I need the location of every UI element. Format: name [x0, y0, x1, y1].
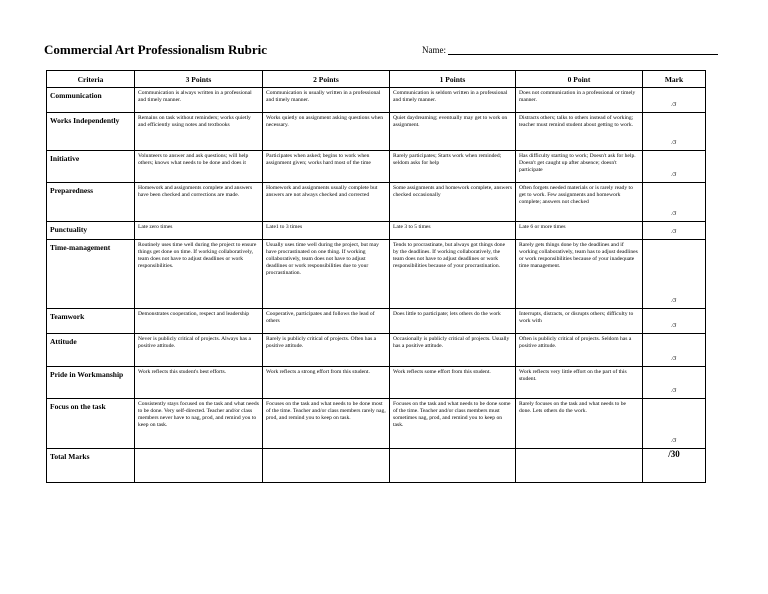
cell-3-points: Volunteers to answer and ask questions; will help others; knows what needs to be done and does it: [135, 151, 263, 183]
header-row: [47, 71, 706, 88]
criteria-cell: Works Independently: [47, 113, 135, 151]
cell-2-points: Focuses on the task and what needs to be done most of the time. Teacher and/or class members rarely nag, prod, and remind you to keep on task.: [263, 399, 390, 449]
criteria-cell: Initiative: [47, 151, 135, 183]
total-empty-cell: [135, 449, 263, 483]
header-3-points: 3 Points: [135, 71, 263, 88]
cell-3-points: Demonstrates cooperation, respect and leadership: [135, 309, 263, 334]
cell-2-points: Works quietly on assignment asking questions when necessary.: [263, 113, 390, 151]
criteria-cell: Punctuality: [47, 222, 135, 240]
cell-0-point: Distracts others; talks to others instead of working; teacher must remind student about getting to work.: [516, 113, 643, 151]
table-row: [47, 183, 706, 222]
cell-1-points: Occasionally is publicly critical of projects. Usually has a positive attitude.: [390, 334, 516, 367]
total-row: [47, 449, 706, 483]
rubric-title: Commercial Art Professionalism Rubric: [44, 42, 268, 57]
cell-0-point: Does not communication in a professional or timely manner.: [516, 88, 643, 113]
mark-cell[interactable]: /3: [643, 151, 706, 183]
table-row: [47, 222, 706, 240]
name-field-wrapper: [422, 44, 718, 55]
cell-0-point: Often is publicly critical of projects. Seldom has a positive attitude.: [516, 334, 643, 367]
cell-1-points: Rarely participates; Starts work when reminded; seldom asks for help: [390, 151, 516, 183]
table-row: [47, 240, 706, 309]
table-row: [47, 367, 706, 399]
table-row: [47, 113, 706, 151]
total-label: Total Marks: [47, 449, 135, 483]
cell-0-point: Often forgets needed materials or is rarely ready to get to work. Few assignments and homework complete; answers not checked: [516, 183, 643, 222]
mark-cell[interactable]: /3: [643, 367, 706, 399]
table-row: [47, 309, 706, 334]
cell-0-point: Late 6 or more times: [516, 222, 643, 240]
mark-cell[interactable]: /3: [643, 183, 706, 222]
cell-1-points: Some assignments and homework complete, answers checked occasionally: [390, 183, 516, 222]
criteria-cell: Preparedness: [47, 183, 135, 222]
cell-1-points: Focuses on the task and what needs to be done some of the time. Teacher and/or class members must sometimes nag, prod, and remind you to keep on task.: [390, 399, 516, 449]
criteria-cell: Teamwork: [47, 309, 135, 334]
criteria-cell: Communication: [47, 88, 135, 113]
cell-2-points: Rarely is publicly critical of projects. Often has a positive attitude.: [263, 334, 390, 367]
mark-cell[interactable]: /3: [643, 309, 706, 334]
name-label: Name:: [422, 45, 446, 55]
cell-0-point: Rarely gets things done by the deadlines and if working collaboratively, team has to adjust deadlines or work responsibilities because of your inadequate time management.: [516, 240, 643, 309]
cell-3-points: Consistently stays focused on the task and what needs to be done. Very self-directed. Teacher and/or class members never have to nag, prod, and remind you to keep on task.: [135, 399, 263, 449]
table-row: [47, 399, 706, 449]
mark-cell[interactable]: /3: [643, 240, 706, 309]
cell-3-points: Communication is always written in a professional and timely manner.: [135, 88, 263, 113]
header-criteria: Criteria: [47, 71, 135, 88]
cell-3-points: Routinely uses time well during the project to ensure things get done on time. If working collaboratively, team does not have to adjust deadlines or work responsibilities.: [135, 240, 263, 309]
criteria-cell: Time-management: [47, 240, 135, 309]
criteria-cell: Pride in Workmanship: [47, 367, 135, 399]
cell-1-points: Quiet daydreaming; eventually may get to work on assignment.: [390, 113, 516, 151]
cell-3-points: Homework and assignments complete and answers have been checked and corrections are made.: [135, 183, 263, 222]
cell-1-points: Tends to procrastinate, but always got things done by the deadlines. If working collaboratively, the team does not have to adjust deadlines or work responsibilities because of your procrastination.: [390, 240, 516, 309]
cell-2-points: Participates when asked; begins to work when assignment given; works hard most of the time: [263, 151, 390, 183]
name-line[interactable]: [448, 44, 718, 55]
cell-3-points: Never is publicly critical of projects. Always has a positive attitude.: [135, 334, 263, 367]
table-row: [47, 88, 706, 113]
mark-cell[interactable]: /3: [643, 222, 706, 240]
cell-0-point: Interrupts, distracts, or disrupts others; difficulty to work with: [516, 309, 643, 334]
mark-cell[interactable]: /3: [643, 334, 706, 367]
cell-2-points: Usually uses time well during the project, but may have procrastinated on one thing. If working collaboratively, team does not have to adjust deadlines or work responsibilities due to your procrastination.: [263, 240, 390, 309]
cell-0-point: Rarely focuses on the task and what needs to be done. Lets others do the work.: [516, 399, 643, 449]
cell-2-points: Communication is usually written in a professional and timely manner.: [263, 88, 390, 113]
cell-3-points: Work reflects this student's best efforts.: [135, 367, 263, 399]
header-1-points: 1 Points: [390, 71, 516, 88]
cell-0-point: Work reflects very little effort on the part of this student.: [516, 367, 643, 399]
total-empty-cell: [263, 449, 390, 483]
cell-1-points: Does little to participate; lets others do the work: [390, 309, 516, 334]
cell-1-points: Communication is seldom written in a professional and timely manner.: [390, 88, 516, 113]
table-row: [47, 334, 706, 367]
criteria-cell: Attitude: [47, 334, 135, 367]
total-empty-cell: [516, 449, 643, 483]
cell-2-points: Homework and assignments usually complete but answers are not always checked and corrected: [263, 183, 390, 222]
header-0-point: 0 Point: [516, 71, 643, 88]
cell-0-point: Has difficulty starting to work; Doesn't ask for help. Doesn't get caught up after absence; doesn't participate: [516, 151, 643, 183]
total-mark-cell[interactable]: /30: [643, 449, 706, 483]
cell-3-points: Remains on task without reminders; works quietly and efficiently using notes and textbooks: [135, 113, 263, 151]
cell-2-points: Cooperative, participates and follows the lead of others: [263, 309, 390, 334]
header-mark: Mark: [643, 71, 706, 88]
rubric-table: [46, 70, 706, 483]
criteria-cell: Focus on the task: [47, 399, 135, 449]
mark-cell[interactable]: /3: [643, 399, 706, 449]
cell-2-points: Work reflects a strong effort from this student.: [263, 367, 390, 399]
cell-1-points: Work reflects some effort from this student.: [390, 367, 516, 399]
header-2-points: 2 Points: [263, 71, 390, 88]
mark-cell[interactable]: /3: [643, 113, 706, 151]
total-empty-cell: [390, 449, 516, 483]
cell-2-points: Late1 to 3 times: [263, 222, 390, 240]
table-row: [47, 151, 706, 183]
cell-1-points: Late 3 to 5 times: [390, 222, 516, 240]
mark-cell[interactable]: /3: [643, 88, 706, 113]
cell-3-points: Late zero times: [135, 222, 263, 240]
